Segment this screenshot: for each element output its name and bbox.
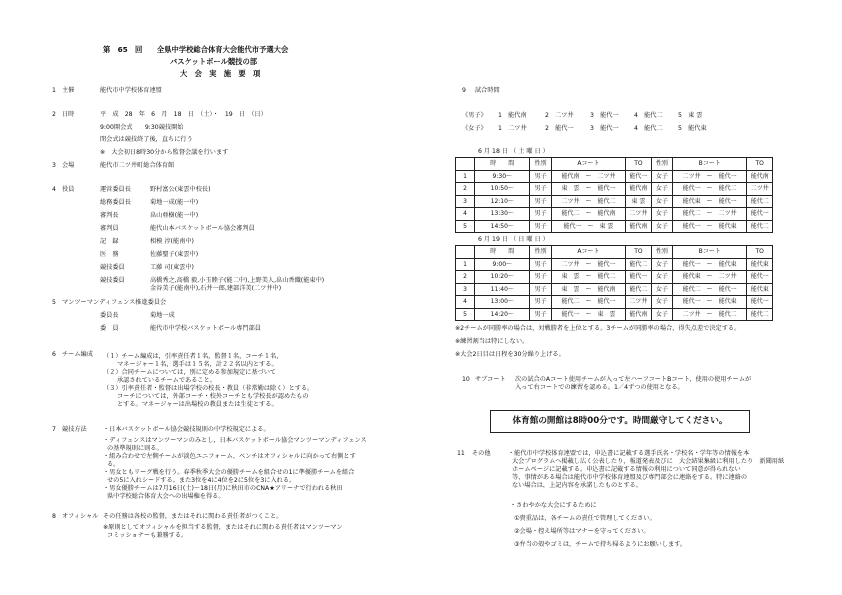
boys-team: 4 能代二 <box>634 112 663 119</box>
col-time: 時 間 <box>475 158 530 171</box>
girls-team: 2 能代一 <box>545 125 574 132</box>
to-cell: 能代二 <box>747 220 773 233</box>
b-court-match: 能代東 ー 能代一 <box>672 195 746 208</box>
table-row <box>456 258 773 271</box>
to-cell: 二ツ井 <box>626 296 652 309</box>
to-cell: 能代南 <box>626 220 652 233</box>
section-7-line: ・日本バスケットボール協会競技規則の中学校規定による。 <box>103 426 270 433</box>
section-5-label: マンツーマンディフェンス推進委員会 <box>62 299 167 306</box>
sex-cell: 男子 <box>530 208 551 221</box>
section-7-number: 7 <box>52 426 56 433</box>
game-time: 9:00～ <box>475 258 530 271</box>
section-5-number: 5 <box>52 299 56 306</box>
a-court-match: 能代二 ー 能代一 <box>551 296 625 309</box>
sex-cell: 男子 <box>530 283 551 296</box>
to-cell: 東 雲 <box>626 195 652 208</box>
committee-role: 委 員 <box>100 325 119 332</box>
section-6-line: （１）チーム編成は，引率責任者１名，監督１名，コーチ１名， <box>103 353 283 360</box>
officer-name: 佐藤聖子(東雲中) <box>150 251 199 258</box>
col-to: TO <box>626 158 652 171</box>
girls-team: 5 能代東 <box>678 125 707 132</box>
section-7-line: の基準規則に則る。 <box>107 445 163 452</box>
sex-cell: 男子 <box>530 296 551 309</box>
sex-cell: 女子 <box>651 271 672 284</box>
section-4-label: 役員 <box>62 186 75 193</box>
sex-cell: 女子 <box>651 170 672 183</box>
section-10-line: 次の試合のAコート使用チームが入って左ハーフコートBコート，使用の使用チームが <box>515 376 752 383</box>
officer-role: 審判長 <box>100 212 119 219</box>
col-a-court: Aコート <box>551 158 625 171</box>
section-8-label: オフィシャル <box>62 513 99 520</box>
section-8-line: その任務は各校の監督，またはそれに関わる責任者がつくこと。 <box>103 513 283 520</box>
col-sex: 性別 <box>651 246 672 259</box>
col-time: 時 間 <box>475 246 530 259</box>
to-cell: 能代南 <box>626 308 652 321</box>
game-time: 13:30～ <box>475 208 530 221</box>
section-10-number: 10 <box>462 376 470 383</box>
a-court-match: 能代二 ー 能代南 <box>551 208 625 221</box>
game-number: 5 <box>456 308 475 321</box>
section-11-line: 等，事情がある場合は能代市中学校体育連盟及び専門部会に連絡をする。特に連絡の <box>512 474 748 481</box>
section-7-line: ・男女ともリーグ戦を行う。春季秋季大会の優勝チームを組合せの1に準優勝チームを組合 <box>103 469 355 476</box>
section-6-line: コーチについては，外部コーチ・校外コーチとも学校長が認めたもの <box>117 393 309 400</box>
section-10-label: サブコート <box>475 376 506 383</box>
table-row <box>456 283 773 296</box>
b-court-match: 能代東 ー 二ツ井 <box>672 271 746 284</box>
boys-team: 5 東 雲 <box>678 112 703 119</box>
game-time: 14:20～ <box>475 308 530 321</box>
game-number: 5 <box>456 220 475 233</box>
section-11-line: ・さわやかな大会にするために <box>510 502 597 509</box>
game-time: 12:10～ <box>475 195 530 208</box>
officer-role: 医 務 <box>100 251 119 258</box>
section-7-label: 競技方法 <box>62 426 87 433</box>
section-11-line: ・能代市中学校体育連盟では，申込書に記載する選手氏名・学校名・学年等の情報を本 <box>508 450 750 457</box>
section-7-line: ・ディフェンスはマンツーマンのみとし，日本バスケットボール協会マンツーマンディフェンス <box>103 437 367 444</box>
section-6-line: 承認されているチームであること。 <box>117 377 216 384</box>
section-4-number: 4 <box>52 186 56 193</box>
section-2-date: 平 成 28 年 6 月 18 日 （土）・ 19 日 （日） <box>100 111 267 118</box>
col-to: TO <box>747 158 773 171</box>
section-9-label: 試合時間 <box>475 87 500 94</box>
sex-cell: 男子 <box>530 195 551 208</box>
committee-name: 菊地一成 <box>150 312 175 319</box>
a-court-match: 二ツ井 ー 能代二 <box>551 195 625 208</box>
section-11-line: ホームページに記載する。申込書に記載する情報の利用について同意が得られない <box>512 466 741 473</box>
section-11-line: 大会プログラムへ掲載し広く公表したり，報道発表及びに 大会結果集級に利用したり 新聞用紙 <box>512 458 785 465</box>
girls-team: 1 二ツ井 <box>498 125 527 132</box>
section-8-line: コミッショナーも兼務する。 <box>107 532 188 539</box>
game-time: 13:00～ <box>475 296 530 309</box>
day1-label: 6 月 18 日 （ 土 曜 日 ） <box>478 148 549 155</box>
game-number: 3 <box>456 195 475 208</box>
section-3-text: 能代市二ツ井町総合体育館 <box>100 162 175 169</box>
schedule-note: ※練習割当は特にしない。 <box>455 338 529 345</box>
sex-cell: 男子 <box>530 308 551 321</box>
section-1-label: 主催 <box>62 87 75 94</box>
officer-role: 審判員 <box>100 225 119 232</box>
boys-team: 2 二ツ井 <box>545 112 574 119</box>
girls-team: 4 能代二 <box>634 125 663 132</box>
to-cell: 能代東 <box>747 258 773 271</box>
section-1-text: 能代市中学校体育連盟 <box>100 87 162 94</box>
sex-cell: 女子 <box>651 208 672 221</box>
game-number: 4 <box>456 208 475 221</box>
sex-cell: 女子 <box>651 195 672 208</box>
table-row <box>456 170 773 183</box>
section-6-line: （３）引率責任者・監督は出場学校の校長・教員（非常勤は除く）とする。 <box>103 385 314 392</box>
a-court-match: 二ツ井 ー 能代一 <box>551 258 625 271</box>
section-8-number: 8 <box>52 513 56 520</box>
section-7-line: ・組み合わせで左側チームが淡色ユニフォーム、ベンチはオフィシャルに向かって右側とす <box>103 453 356 460</box>
to-cell: 能代二 <box>747 195 773 208</box>
officer-name: 高橋秀之,髙橋 毅,小玉睦子(能二中),上野美人,畠山香織(能東中) <box>150 277 325 284</box>
officer-role: 運営委員長 <box>100 186 131 193</box>
to-cell: 能代一 <box>747 208 773 221</box>
section-2-line: ※ 大会初日8時30分から監督会議を行います <box>100 149 229 156</box>
sex-cell: 女子 <box>651 220 672 233</box>
col-b-court: Bコート <box>672 246 746 259</box>
officer-role: 競技委員 <box>100 277 125 284</box>
sex-cell: 男子 <box>530 271 551 284</box>
a-court-match: 能代南 ー 二ツ井 <box>551 170 625 183</box>
section-6-line: とする。マネージャーは出場校の教員または生徒とする。 <box>117 401 278 408</box>
sex-cell: 女子 <box>651 308 672 321</box>
to-cell: 能代東 <box>747 283 773 296</box>
section-11-line: ①貴重品は，各チームの責任で管理してください。 <box>514 515 656 522</box>
b-court-match: 能代一 ー 能代東 <box>672 258 746 271</box>
section-6-number: 6 <box>52 351 56 358</box>
to-cell: 能代二 <box>626 283 652 296</box>
a-court-match: 東 雲 ー 能代一 <box>551 183 625 196</box>
section-2-line: 閉会式は競技終了後，直ちに行う <box>100 136 193 143</box>
section-3-number: 3 <box>52 162 56 169</box>
to-cell: 能代一 <box>747 271 773 284</box>
section-2-number: 2 <box>52 111 56 118</box>
section-11-line: ②会場・控え場所等はマナーを守ってください。 <box>514 528 650 535</box>
boys-team: 1 能代南 <box>498 112 527 119</box>
b-court-match: 能代二 ー 二ツ井 <box>672 208 746 221</box>
a-court-match: 東 雲 ー 能代二 <box>551 271 625 284</box>
to-cell: 能代一 <box>626 170 652 183</box>
section-11-label: その他 <box>472 450 491 457</box>
day2-label: 6 月 19 日 （ 日 曜 日 ） <box>478 236 549 243</box>
b-court-match: 能代一 ー 能代二 <box>672 183 746 196</box>
section-7-line: ・男女優勝チームは7月16日(土)～18日(月)に秋田市のCNA★アリーナで行われる秋田 <box>103 485 343 492</box>
title-line-1: 第 65 回 全県中学校総合体育大会能代市予選大会 <box>103 45 289 54</box>
sex-cell: 男子 <box>530 183 551 196</box>
officer-name: 能代山本バスケットボール協会審判員 <box>150 225 255 232</box>
section-8-line: ※原則としてオフィシャルを担当する監督，またはそれに関わる責任者はマンツーマン <box>103 524 343 531</box>
a-court-match: 東 雲 ー 能代南 <box>551 283 625 296</box>
day2-schedule-table <box>455 245 773 321</box>
day1-schedule-table <box>455 157 773 233</box>
title-line-3: 大 会 実 施 要 項 <box>180 69 261 78</box>
officer-name: 野村富公(東雲中校長) <box>150 186 211 193</box>
game-time: 10:50～ <box>475 183 530 196</box>
section-7-line: 県中学校総合体育大会への出場権を得る。 <box>107 493 225 500</box>
to-cell: 二ツ井 <box>626 208 652 221</box>
table-row <box>456 208 773 221</box>
section-2-label: 日時 <box>62 111 75 118</box>
section-7-line: せの5に入れシードする。また3位を4に4位を2に5位を3に入れる。 <box>107 477 296 484</box>
section-10-line: 入って右コートでの練習を認める。1／4ずつの使用となる。 <box>515 384 684 391</box>
committee-name: 能代市中学校バスケットボール専門部員 <box>150 325 261 332</box>
girls-label: 《女子》 <box>462 125 487 132</box>
game-number: 2 <box>456 183 475 196</box>
officer-name-continued: 金谷美子(能南中),石井一郎,建部洋美(二ツ井中) <box>150 285 282 292</box>
col-sex: 性別 <box>530 158 551 171</box>
game-time: 14:50～ <box>475 220 530 233</box>
table-header-row <box>456 246 773 259</box>
b-court-match: 能代一 ー 能代東 <box>672 220 746 233</box>
schedule-note: ※2チームが同勝率の場合は，対戦勝者を上位とする。3チームが同勝率の場合，得失点差で決定する。 <box>455 325 741 332</box>
game-number: 1 <box>456 258 475 271</box>
game-number: 3 <box>456 283 475 296</box>
game-time: 11:40～ <box>475 283 530 296</box>
table-row <box>456 183 773 196</box>
b-court-match: 二ツ井 ー 能代二 <box>672 308 746 321</box>
table-row <box>456 220 773 233</box>
b-court-match: 能代一 ー 能代東 <box>672 296 746 309</box>
section-3-label: 会場 <box>62 162 75 169</box>
col-sex: 性別 <box>530 246 551 259</box>
to-cell: 能代一 <box>747 296 773 309</box>
game-number: 4 <box>456 296 475 309</box>
committee-role: 委員長 <box>100 312 119 319</box>
sex-cell: 男子 <box>530 170 551 183</box>
officer-role: 競技委員 <box>100 264 125 271</box>
sex-cell: 女子 <box>651 296 672 309</box>
col-a-court: Aコート <box>551 246 625 259</box>
section-6-line: （２）合同チームについては，別に定める参加規定に基づいて <box>103 369 277 376</box>
officer-name: 相模 淳(能南中) <box>150 238 194 245</box>
to-cell: 能代南 <box>626 183 652 196</box>
table-row <box>456 308 773 321</box>
officer-role: 総務委員長 <box>100 199 131 206</box>
b-court-match: 能代二 ー 能代一 <box>672 283 746 296</box>
table-header-row <box>456 158 773 171</box>
officer-role: 記 録 <box>100 238 119 245</box>
sex-cell: 男子 <box>530 258 551 271</box>
to-cell: 能代南 <box>747 170 773 183</box>
col-b-court: Bコート <box>672 158 746 171</box>
officer-name: 菊地一成(能一中) <box>150 199 199 206</box>
section-6-label: チーム編成 <box>62 351 93 358</box>
b-court-match: 二ツ井 ー 能代一 <box>672 170 746 183</box>
sex-cell: 女子 <box>651 258 672 271</box>
opening-time-notice: 体育館の開館は8時00分です。時間厳守してください。 <box>490 410 750 433</box>
col-sex: 性別 <box>651 158 672 171</box>
to-cell: 二ツ井 <box>747 183 773 196</box>
sex-cell: 男子 <box>530 220 551 233</box>
boys-team: 3 能代一 <box>590 112 619 119</box>
game-time: 9:30～ <box>475 170 530 183</box>
section-9-number: 9 <box>462 87 466 94</box>
to-cell: 能代一 <box>626 271 652 284</box>
section-6-line: マネージャー１名，選手は１５名，計２２名以内とする。 <box>117 361 278 368</box>
officer-name: 畠山亜樹(能一中) <box>150 212 199 219</box>
schedule-note: ※大会2日目は日程を30分繰り上げる。 <box>455 351 565 358</box>
table-row <box>456 195 773 208</box>
section-11-number: 11 <box>457 450 465 457</box>
table-row <box>456 296 773 309</box>
title-line-2: バスケットボール競技の部 <box>170 57 258 66</box>
a-court-match: 能代一 ー 東 雲 <box>551 220 625 233</box>
table-row <box>456 271 773 284</box>
section-2-line: 9:00開会式 9:30競技開始 <box>100 124 184 131</box>
boys-label: 《男子》 <box>462 112 487 119</box>
a-court-match: 能代一 ー 東 雲 <box>551 308 625 321</box>
sex-cell: 女子 <box>651 283 672 296</box>
sex-cell: 女子 <box>651 183 672 196</box>
to-cell: 能代二 <box>747 308 773 321</box>
section-11-line: ③弁当の殻やゴミは，チームで持ち帰るようにお願いします。 <box>514 541 687 548</box>
game-time: 10:20～ <box>475 271 530 284</box>
officer-name: 工藤 司(東雲中) <box>150 264 194 271</box>
girls-team: 3 能代一 <box>590 125 619 132</box>
game-number: 2 <box>456 271 475 284</box>
section-7-line: る。 <box>107 461 120 468</box>
game-number: 1 <box>456 170 475 183</box>
col-to: TO <box>747 246 773 259</box>
section-11-line: ない場合は，上記内容を承諾したものとする。 <box>512 482 642 489</box>
to-cell: 能代二 <box>626 258 652 271</box>
section-1-number: 1 <box>52 87 56 94</box>
col-to: TO <box>626 246 652 259</box>
